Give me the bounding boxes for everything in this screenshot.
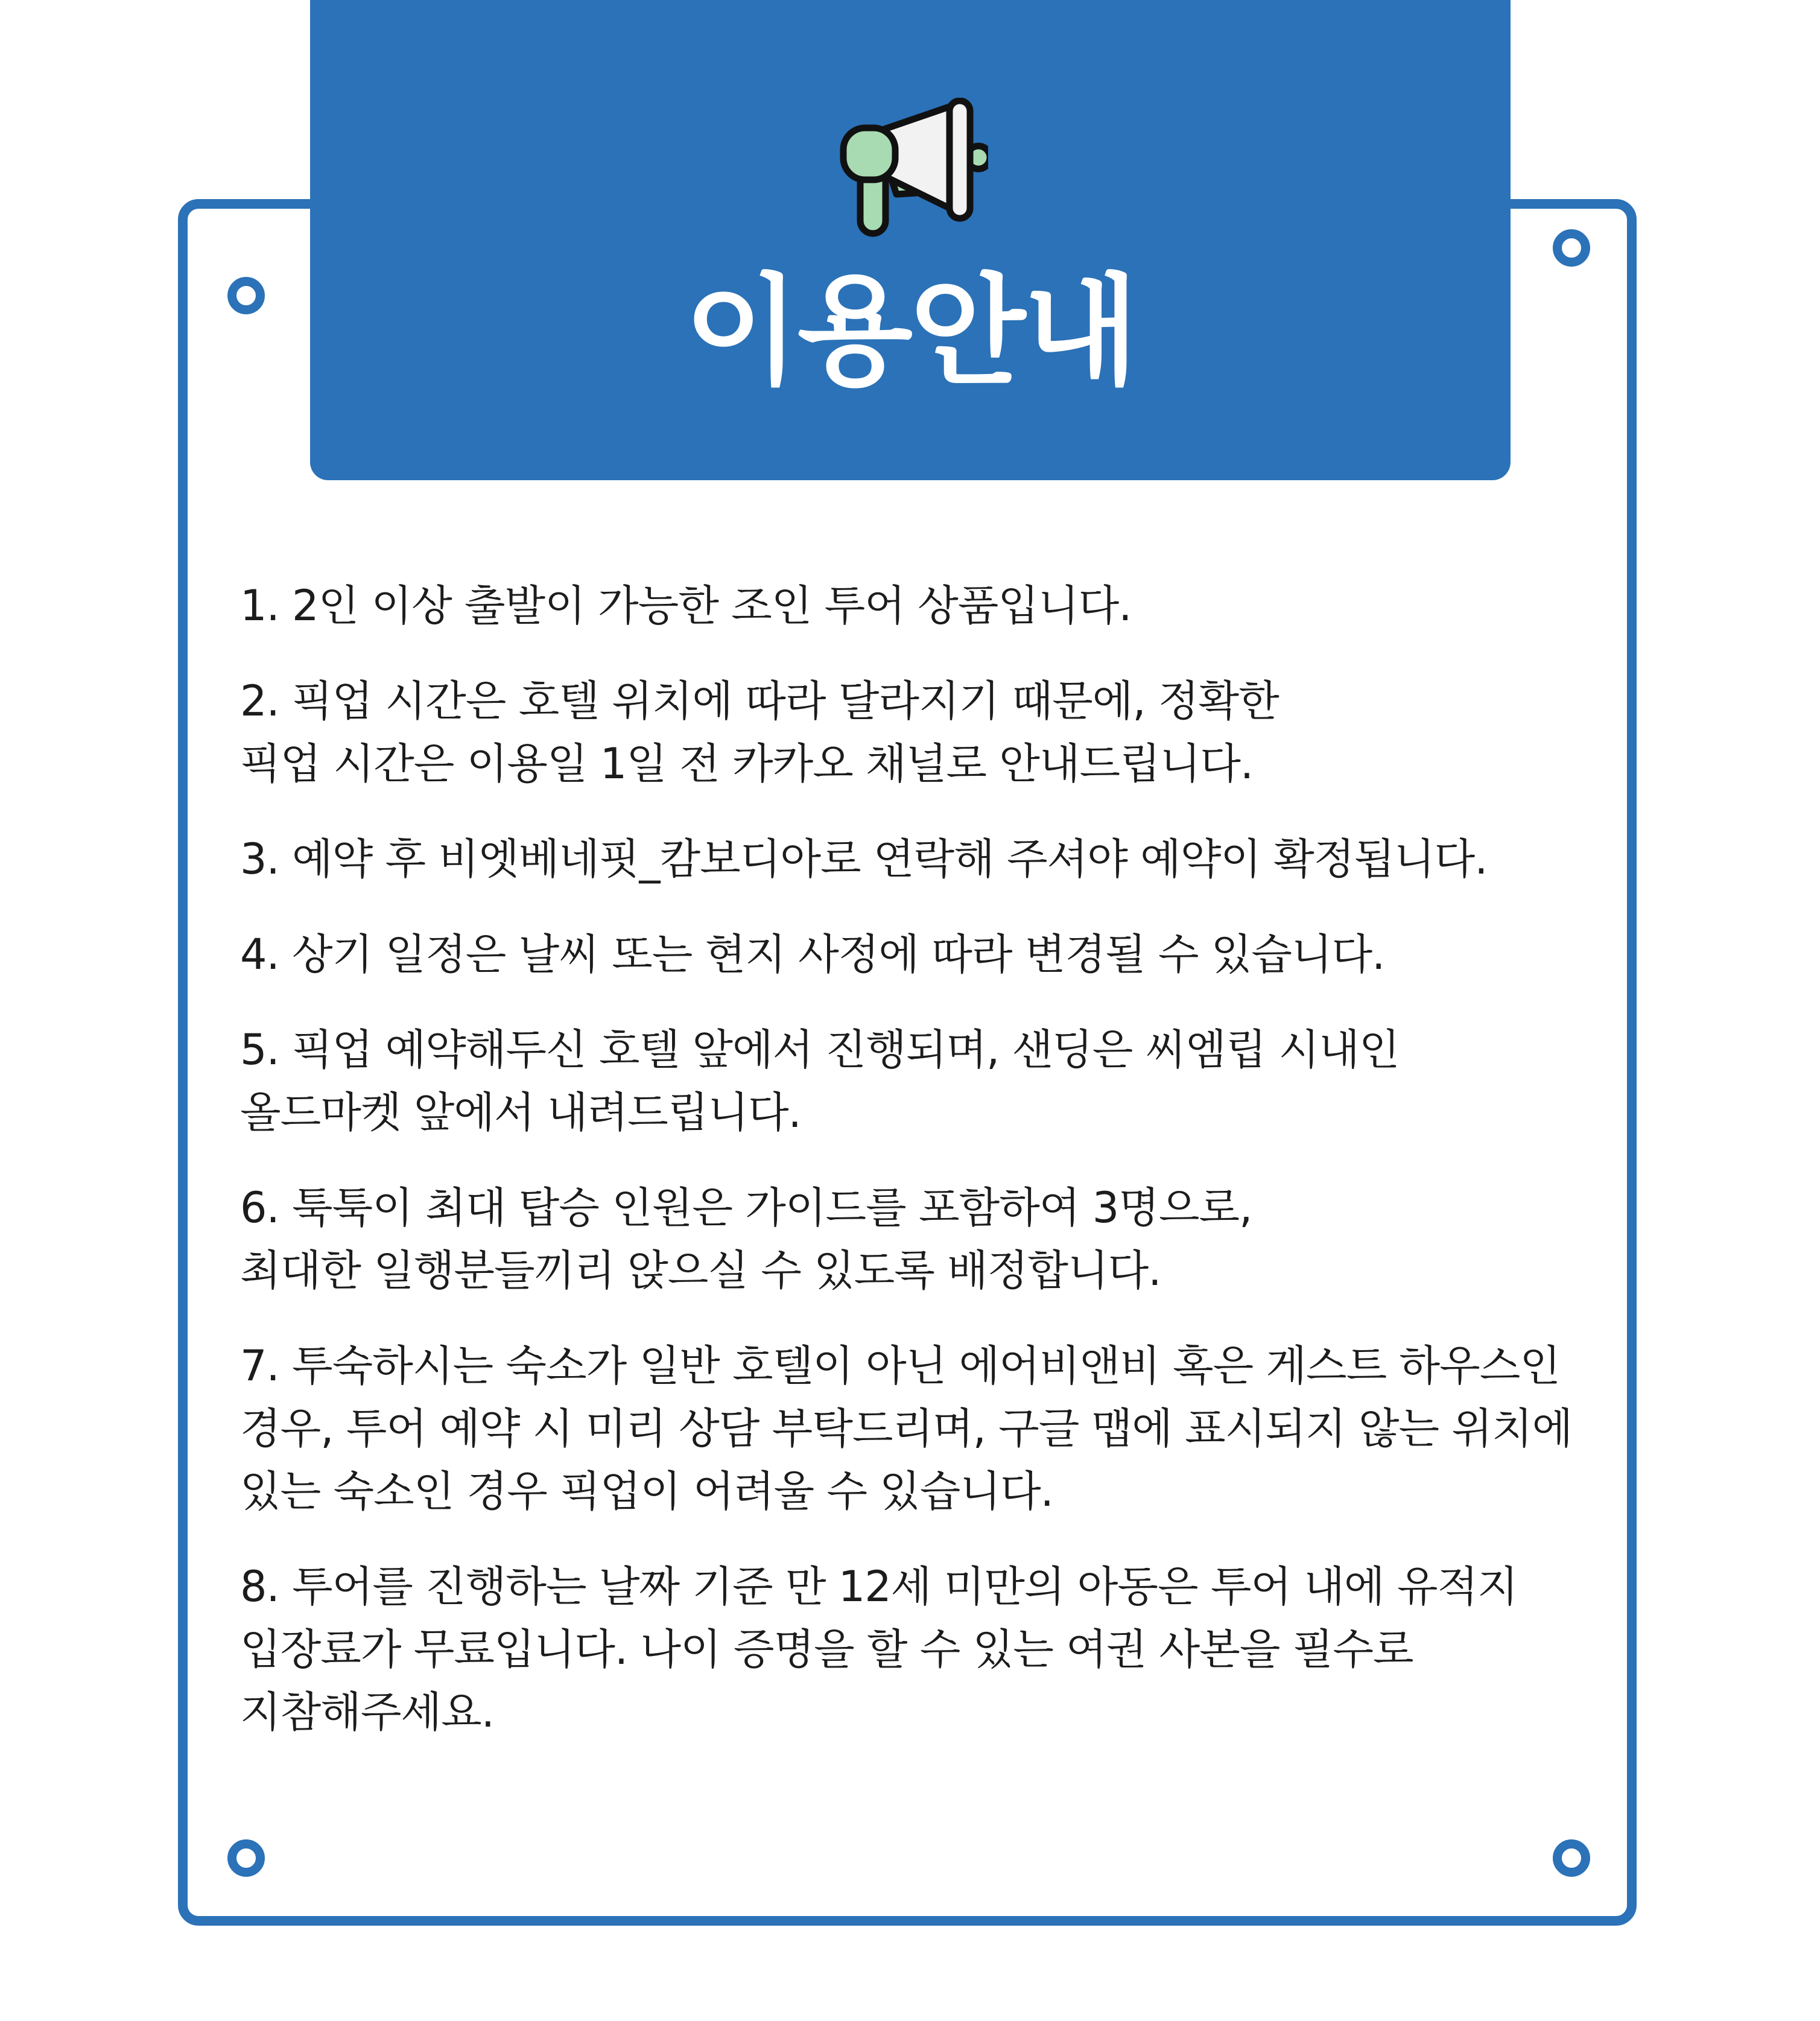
rivet-bottom-right — [1553, 1839, 1590, 1877]
notice-text: 올드마켓 앞에서 내려드립니다. — [240, 1088, 801, 1137]
notice-text: 5. 픽업 예약해두신 호텔 앞에서 진행되며, 샌딩은 씨엠립 시내인 — [240, 1025, 1400, 1074]
notice-item-5 — [240, 1018, 1603, 1144]
notice-text: 3. 예약 후 비엣베네핏_캄보디아로 연락해 주셔야 예약이 확정됩니다. — [240, 834, 1488, 884]
notice-item-8 — [240, 1555, 1603, 1743]
notice-text: 있는 숙소인 경우 픽업이 어려울 수 있습니다. — [240, 1467, 1053, 1516]
notice-item-7 — [240, 1334, 1603, 1523]
rivet-top-left — [227, 277, 265, 314]
rivet-top-right — [1553, 229, 1590, 267]
page-title: 이용안내 — [684, 262, 1137, 401]
megaphone-icon — [831, 98, 988, 243]
notice-text: 지참해주세요. — [240, 1687, 494, 1737]
notice-text: 입장료가 무료입니다. 나이 증명을 할 수 있는 여권 사본을 필수로 — [240, 1625, 1413, 1674]
notice-text: 픽업 시간은 이용일 1일 전 카카오 채널로 안내드립니다. — [240, 739, 1254, 788]
notice-item-3 — [240, 828, 1603, 890]
notice-text: 6. 툭툭이 최대 탑승 인원은 가이드를 포함하여 3명으로, — [240, 1183, 1252, 1233]
notice-item-6 — [240, 1176, 1603, 1302]
notice-text: 8. 투어를 진행하는 날짜 기준 만 12세 미만의 아동은 투어 내에 유적지 — [240, 1562, 1518, 1611]
notice-text: 7. 투숙하시는 숙소가 일반 호텔이 아닌 에어비앤비 혹은 게스트 하우스인 — [240, 1341, 1561, 1391]
notice-text: 2. 픽업 시간은 호텔 위치에 따라 달라지기 때문에, 정확한 — [240, 676, 1279, 726]
notice-text: 최대한 일행분들끼리 앉으실 수 있도록 배정합니다. — [240, 1246, 1161, 1295]
rivet-bottom-left — [227, 1839, 265, 1877]
notice-text: 1. 2인 이상 출발이 가능한 조인 투어 상품입니다. — [240, 581, 1132, 630]
notice-item-1 — [240, 574, 1603, 637]
notice-item-4 — [240, 923, 1603, 986]
notice-list — [240, 574, 1603, 1776]
notice-item-2 — [240, 670, 1603, 795]
notice-text: 경우, 투어 예약 시 미리 상담 부탁드리며, 구글 맵에 표시되지 않는 위치에 — [240, 1404, 1573, 1453]
notice-text: 4. 상기 일정은 날씨 또는 현지 사정에 따라 변경될 수 있습니다. — [240, 930, 1385, 979]
